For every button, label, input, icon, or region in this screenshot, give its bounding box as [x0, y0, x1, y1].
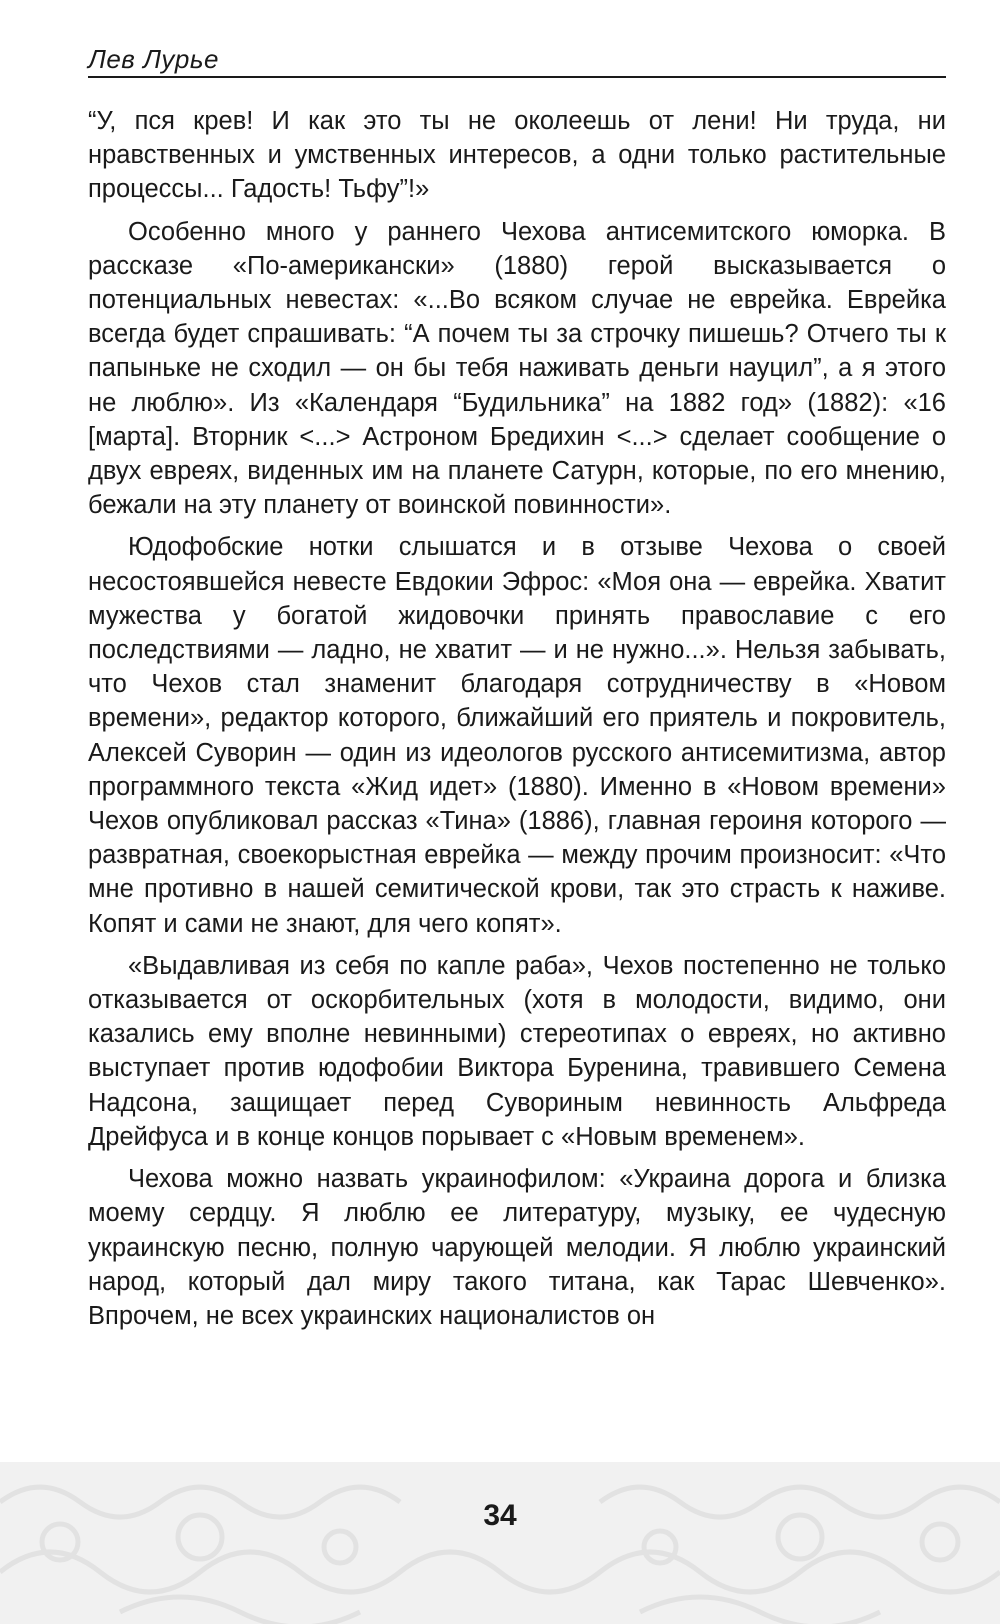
footer-ornament-band: [0, 1462, 1000, 1624]
running-head-author: Лев Лурье: [88, 44, 219, 74]
paragraph-3: Юдофобские нотки слышатся и в отзыве Чехова о своей несостоявшейся невесте Евдокии Эфрос: «Моя она — еврейка. Хватит мужества у богатой жидовочки принять православие с его последствиями — ладно, не хватит — и не нужно...». Нельзя забывать, что Чехов стал знаменит благодаря сотрудничеству в «Новом времени», редактор которого, ближайший его приятель и покровитель, Алексей Суворин — один из идеологов русского антисемитизма, автор программного текста «Жид идет» (1880). Именно в «Новом времени» Чехов опубликовал рассказ «Тина» (1886), главная героиня которого — развратная, своекорыстная еврейка — между прочим произносит: «Что мне противно в нашей семитической крови, так это страсть к наживе. Копят и сами не знают, для чего копят».: [88, 533, 946, 938]
ornament-pattern: [0, 1462, 1000, 1624]
paragraph-2: Особенно много у раннего Чехова антисемитского юморка. В рассказе «По-американски» (1880) герой высказывается о потенциальных невестах: «...Во всяком случае не еврейка. Еврейка всегда будет спрашивать: “А почем ты за строчку пишешь? Отчего ты к папыньке не сходил — он бы тебя наживать деньги науцил”, а я этого не люблю». Из «Календаря “Будильника” на 1882 год» (1882): «16 [марта]. Вторник <...> Астроном Бредихин <...> сделает сообщение о двух евреях, виденных им на планете Сатурн, которые, по его мнению, бежали на эту планету от воинской повинности».: [88, 217, 946, 520]
paragraph-4: «Выдавливая из себя по капле раба», Чехов постепенно не только отказывается от оскорбительных (хотя в молодости, видимо, они казались ему вполне невинными) стереотипах о евреях, но активно выступает против юдофобии Виктора Буренина, травившего Семена Надсона, защищает перед Сувориным невинность Альфреда Дрейфуса и в конце концов порывает с «Новым временем».: [88, 951, 946, 1151]
paragraph-1: “У, пся крев! И как это ты не околеешь от лени! Ни труда, ни нравственных и умственных интересов, а одни только растительные процессы... Гадость! Тьфу”!»: [88, 107, 946, 204]
body-text: [88, 104, 946, 1333]
paragraph-5: Чехова можно назвать украинофилом: «Украина дорога и близка моему сердцу. Я люблю ее литературу, музыку, ее чудесную украинскую песню, полную чарующей мелодии. Я люблю украинский народ, который дал миру такого титана, как Тарас Шевченко». Впрочем, не всех украинских националистов он: [88, 1165, 946, 1330]
header-rule: [88, 76, 946, 78]
page-number: 34: [483, 1499, 517, 1532]
